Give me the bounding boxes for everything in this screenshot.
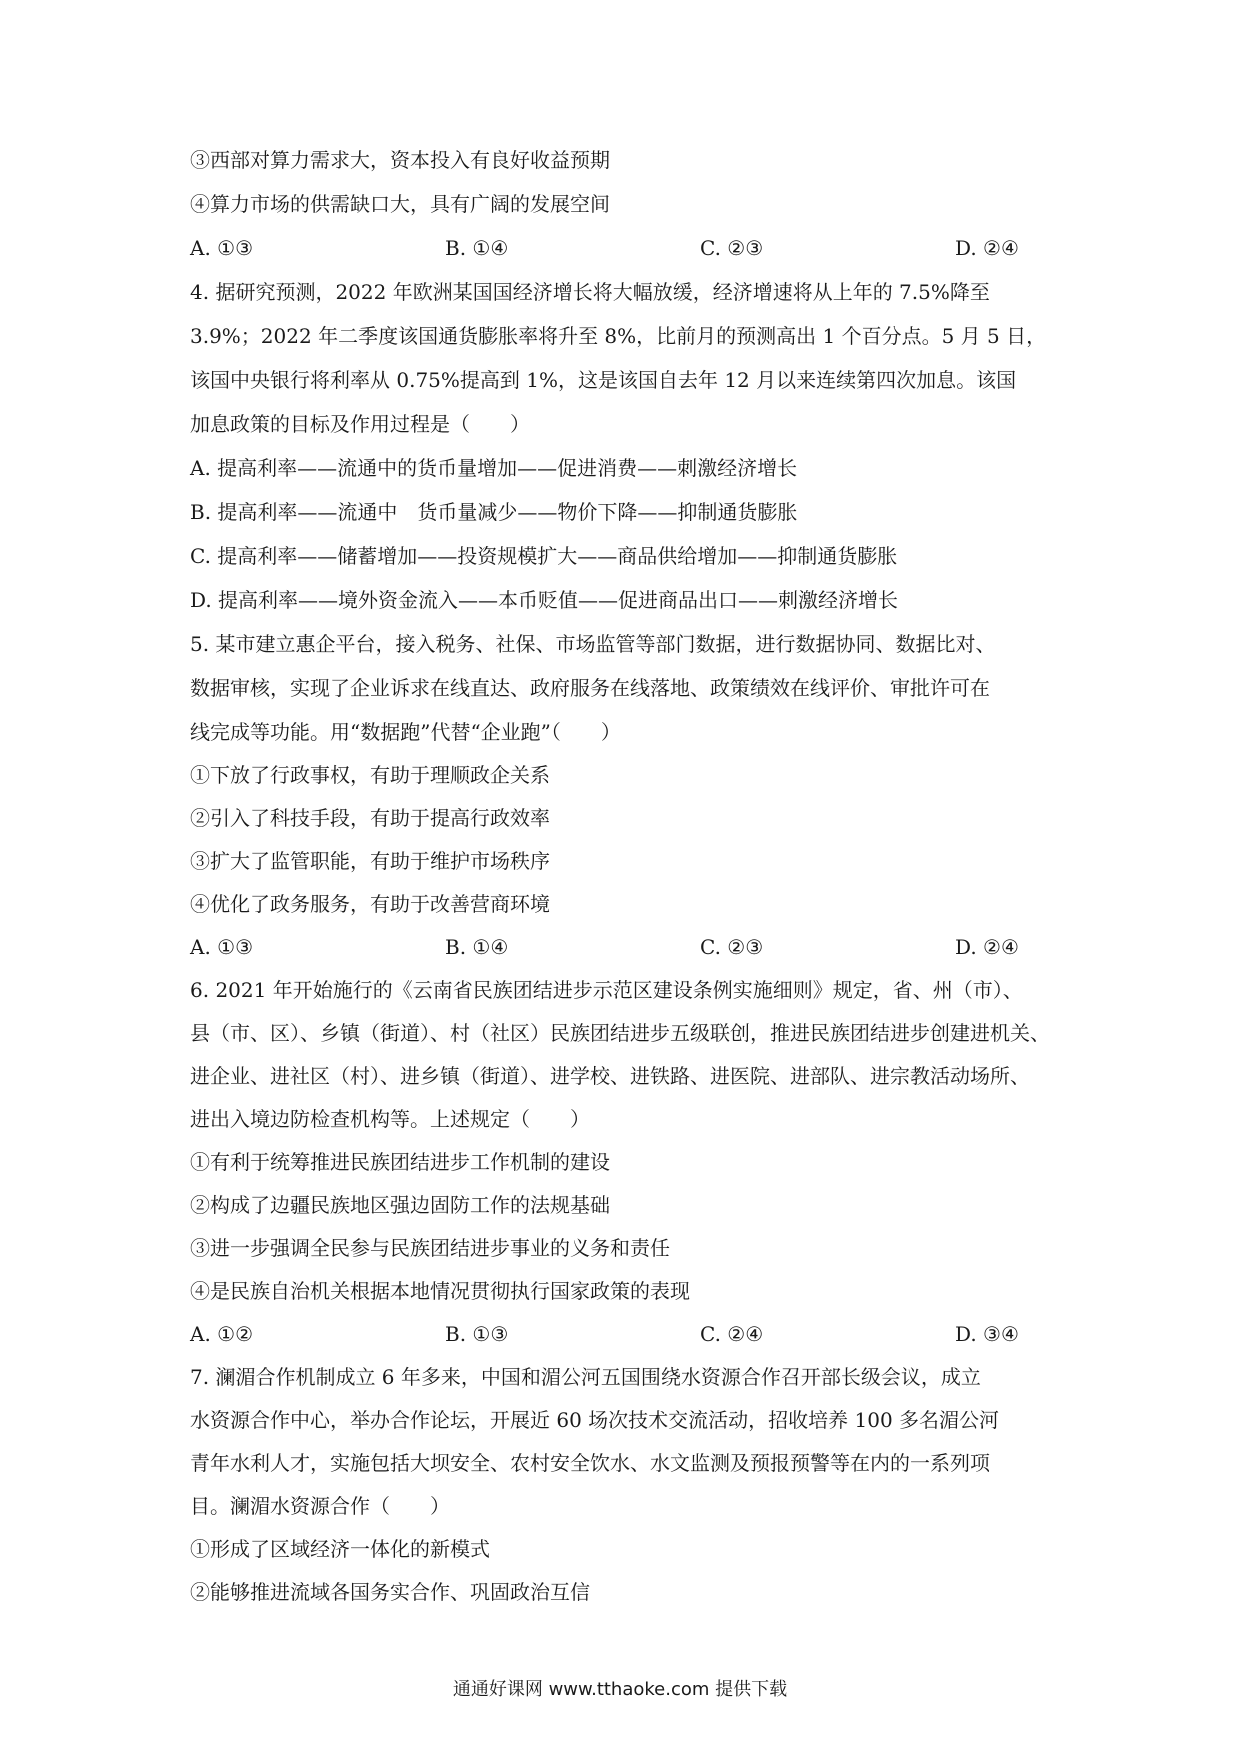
q5-stem-line-2: 数据审核，实现了企业诉求在线直达、政府服务在线落地、政策绩效在线评价、审批许可在 — [190, 676, 990, 700]
q4-stem-line-2: 3.9%；2022 年二季度该国通货膨胀率将升至 8%，比前月的预测高出 1 个百分点。5 月 5 日， — [190, 324, 1047, 348]
q5-item-3: ③扩大了监管职能，有助于维护市场秩序 — [190, 849, 550, 873]
q3-option-c: C. ②③ — [700, 236, 764, 260]
q6-option-d: D. ③④ — [955, 1322, 1019, 1346]
page-footer: 通通好课网 www.tthaoke.com 提供下载 — [452, 1679, 788, 1700]
q5-option-b: B. ①④ — [445, 935, 509, 959]
q5-option-c: C. ②③ — [700, 935, 764, 959]
q5-option-d: D. ②④ — [955, 935, 1019, 959]
q4-choice-a: A. 提高利率——流通中的货币量增加——促进消费——刺激经济增长 — [190, 456, 798, 480]
q4-choice-b: B. 提高利率——流通中 货币量减少——物价下降——抑制通货膨胀 — [190, 500, 798, 524]
q3-item-3: ③西部对算力需求大，资本投入有良好收益预期 — [190, 148, 610, 172]
q6-option-c: C. ②④ — [700, 1322, 764, 1346]
q5-stem-line-3: 线完成等功能。用“数据跑”代替“企业跑”（ ） — [190, 720, 621, 744]
q6-item-2: ②构成了边疆民族地区强边固防工作的法规基础 — [190, 1193, 610, 1217]
q3-option-d: D. ②④ — [955, 236, 1019, 260]
q6-item-3: ③进一步强调全民参与民族团结进步事业的义务和责任 — [190, 1236, 670, 1260]
q4-stem-line-3: 该国中央银行将利率从 0.75%提高到 1%，这是该国自去年 12 月以来连续第四次加息。该国 — [190, 368, 1017, 392]
q7-item-2: ②能够推进流域各国务实合作、巩固政治互信 — [190, 1580, 590, 1604]
q5-stem-line-1: 5. 某市建立惠企平台，接入税务、社保、市场监管等部门数据，进行数据协同、数据比对、 — [190, 632, 996, 656]
q3-option-b: B. ①④ — [445, 236, 509, 260]
q4-stem-line-4: 加息政策的目标及作用过程是（ ） — [190, 412, 530, 436]
q7-stem-line-1: 7. 澜湄合作机制成立 6 年多来，中国和湄公河五国围绕水资源合作召开部长级会议，成立 — [190, 1365, 981, 1389]
q6-item-1: ①有利于统筹推进民族团结进步工作机制的建设 — [190, 1150, 610, 1174]
q6-option-a: A. ①② — [190, 1322, 254, 1346]
q6-stem-line-2: 县（市、区）、乡镇（街道）、村（社区）民族团结进步五级联创，推进民族团结进步创建进机关、 — [190, 1021, 1050, 1045]
q7-stem-line-3: 青年水利人才，实施包括大坝安全、农村安全饮水、水文监测及预报预警等在内的一系列项 — [190, 1451, 990, 1475]
q6-item-4: ④是民族自治机关根据本地情况贯彻执行国家政策的表现 — [190, 1279, 690, 1303]
q6-options — [190, 1322, 1060, 1346]
q6-stem-line-4: 进出入境边防检查机构等。上述规定（ ） — [190, 1107, 590, 1131]
q3-option-a: A. ①③ — [190, 236, 254, 260]
q6-option-b: B. ①③ — [445, 1322, 509, 1346]
q5-option-a: A. ①③ — [190, 935, 254, 959]
q4-choice-d: D. 提高利率——境外资金流入——本币贬值——促进商品出口——刺激经济增长 — [190, 588, 899, 612]
q4-choice-c: C. 提高利率——储蓄增加——投资规模扩大——商品供给增加——抑制通货膨胀 — [190, 544, 898, 568]
q5-options — [190, 935, 1060, 959]
q5-item-1: ①下放了行政事权，有助于理顺政企关系 — [190, 763, 550, 787]
q4-stem-line-1: 4. 据研究预测，2022 年欧洲某国国经济增长将大幅放缓，经济增速将从上年的 7.5%降至 — [190, 280, 990, 304]
q6-stem-line-1: 6. 2021 年开始施行的《云南省民族团结进步示范区建设条例实施细则》规定，省、州（市）、 — [190, 978, 1023, 1002]
q5-item-4: ④优化了政务服务，有助于改善营商环境 — [190, 892, 550, 916]
q7-item-1: ①形成了区域经济一体化的新模式 — [190, 1537, 490, 1561]
q7-stem-line-2: 水资源合作中心，举办合作论坛，开展近 60 场次技术交流活动，招收培养 100 多名湄公河 — [190, 1408, 1000, 1432]
q5-item-2: ②引入了科技手段，有助于提高行政效率 — [190, 806, 550, 830]
q6-stem-line-3: 进企业、进社区（村）、进乡镇（街道）、进学校、进铁路、进医院、进部队、进宗教活动场所、 — [190, 1064, 1030, 1088]
q3-options — [190, 236, 1060, 260]
q7-stem-line-4: 目。澜湄水资源合作（ ） — [190, 1494, 450, 1518]
q3-item-4: ④算力市场的供需缺口大，具有广阔的发展空间 — [190, 192, 610, 216]
